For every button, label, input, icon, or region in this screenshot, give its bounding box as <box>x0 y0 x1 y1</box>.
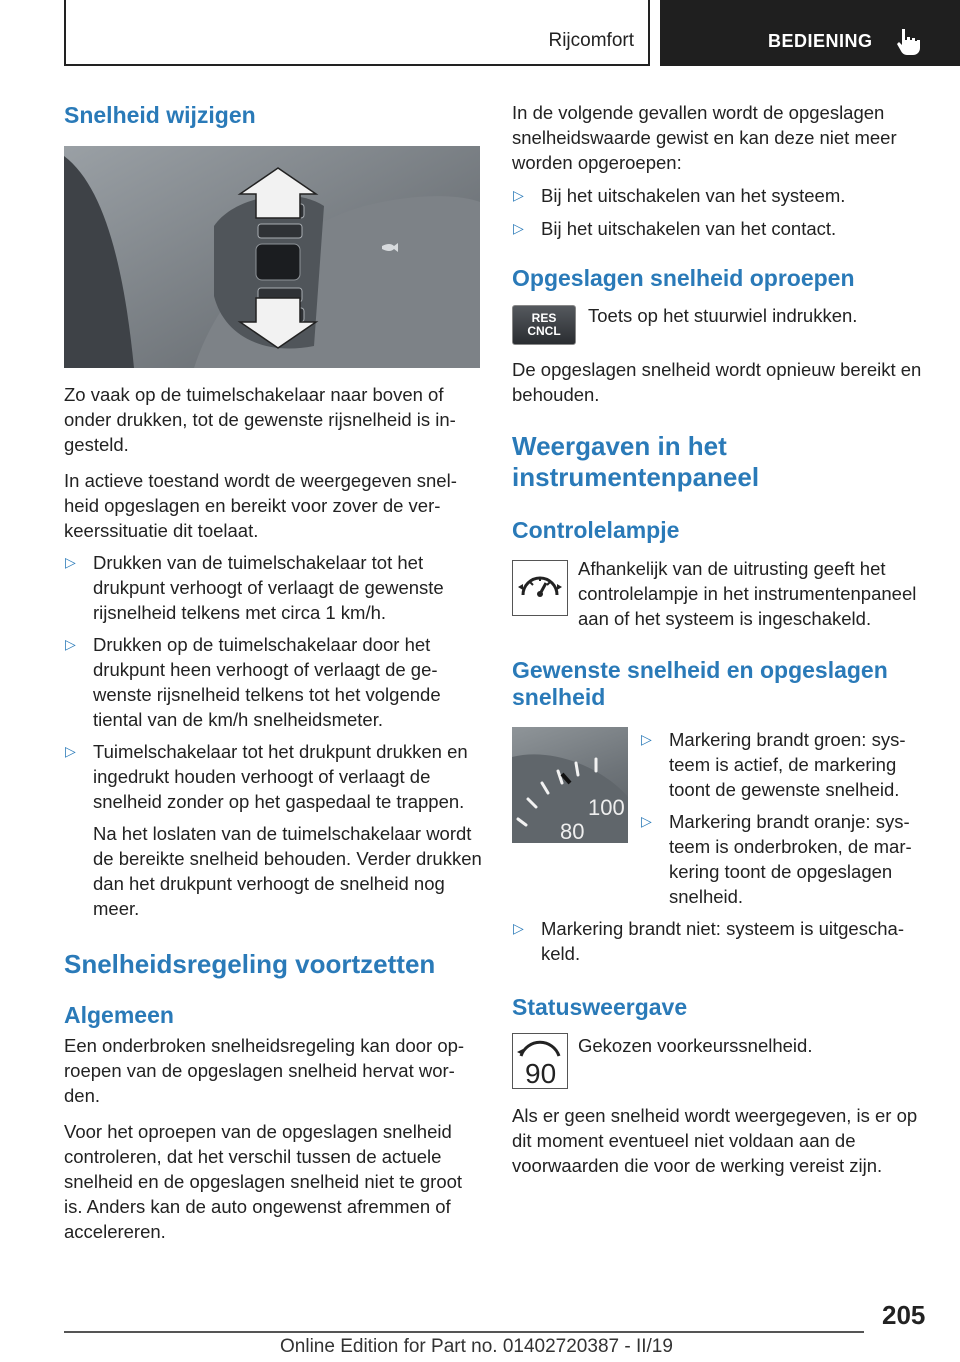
heading-algemeen: Algemeen <box>64 1002 174 1028</box>
steering-wheel-rocker-switch-image <box>64 146 480 368</box>
heading-statusweergave: Statusweergave <box>512 994 688 1020</box>
statusweergave-row <box>512 1033 924 1089</box>
footer-divider <box>64 1331 864 1333</box>
header-section-box <box>64 0 650 66</box>
gauge-100-label: 100 <box>588 795 625 820</box>
heading-controlelampje: Controlelampje <box>512 517 680 543</box>
gauge-80-label: 80 <box>560 819 585 843</box>
res-cncl-row <box>512 303 924 345</box>
bullet-list-drukpunt <box>64 550 482 814</box>
bullet-list-uitschakelen <box>512 183 924 241</box>
res-label: RES <box>531 311 557 325</box>
paragraph-oproepen-controleren: Voor het oproepen van de opgeslagen snelheid controleren, dat het verschil tussen de actuele snelheid en de opgeslagen snelheid niet te groot is. Anders kan de auto ongewenst afremmen of accelereren. <box>64 1121 463 1242</box>
list-item: ▷ Markering brandt oranje: systeem is onderbroken, de markering toont de opgeslagen snelheid. <box>640 809 924 909</box>
list-item: ▷ Drukken op de tuimelschakelaar door het drukpunt heen verhoogt of verlaagt de gewenste rijsnelheid telkens tot het volgende tiental van de km/h snelheidsmeter. <box>64 632 482 732</box>
header-section-title: Rijcomfort <box>548 30 634 51</box>
heading-opgeslagen-snelheid-oproepen: Opgeslagen snelheid oproepen <box>512 265 855 291</box>
right-column <box>512 100 924 1178</box>
speed-gauge-image <box>512 727 628 843</box>
res-cncl-button-icon <box>512 305 576 345</box>
paragraph-onderbroken: Een onderbroken snelheidsregeling kan door oproepen van de opgeslagen snelheid hervat worden. <box>64 1035 465 1106</box>
bullet-list-niet <box>512 916 924 966</box>
footer-edition-text: Online Edition for Part no. 01402720387 - II/19 <box>280 1336 673 1357</box>
paragraph-opnieuw-bereikt: De opgeslagen snelheid wordt opnieuw bereikt en behouden. <box>512 359 922 405</box>
heading-snelheid-wijzigen: Snelheid wijzigen <box>64 102 256 128</box>
status-text: Gekozen voorkeurssnelheid. <box>578 1035 813 1056</box>
heading-gewenste-2: snelheid <box>512 684 606 710</box>
page-number: 205 <box>882 1300 926 1330</box>
res-cncl-text: Toets op het stuurwiel indrukken. <box>588 305 858 326</box>
list-item: ▷ Drukken van de tuimelschakelaar tot het drukpunt verhoogt of verlaagt de gewenste rijsnelheid telkens met circa 1 km/h. <box>64 550 482 625</box>
steering-wheel-illustration <box>64 146 480 368</box>
hand-pointer-icon <box>893 26 923 56</box>
paragraph-geen-snelheid: Als er geen snelheid wordt weergegeven, is er op dit moment eventueel niet voldaan aan de voorwaarden die voor de werking vereist zijn. <box>512 1105 918 1176</box>
heading-gewenste-1: Gewenste snelheid en opgeslagen <box>512 657 888 683</box>
heading-snelheidsregeling-voortzetten: Snelheidsregeling voortzetten <box>64 949 436 979</box>
heading-weergaven-1: Weergaven in het <box>512 431 727 461</box>
speedometer-cruise-icon <box>512 560 568 616</box>
paragraph-tuimelschakelaar: Zo vaak op de tuimelschakelaar naar boven of onder drukken, tot de gewenste rijsnelheid is ingesteld. <box>64 384 456 455</box>
list-item: ▷ Bij het uitschakelen van het contact. <box>512 216 924 241</box>
list-item: ▷ Tuimelschakelaar tot het drukpunt drukken en ingedrukt houden verhoogt of verlaagt de snelheid zonder op het gaspedaal te trappen. <box>64 739 482 814</box>
list-item: ▷ Markering brandt niet: systeem is uitgeschakeld. <box>512 916 924 966</box>
bullet-list-markering <box>640 727 924 909</box>
cncl-label: CNCL <box>527 324 561 338</box>
controlelampje-row <box>512 556 924 631</box>
gauge-marking-row <box>512 727 924 909</box>
left-column <box>64 100 482 1244</box>
status-speed-value: 90 <box>525 1058 557 1089</box>
paragraph-gewist: In de volgende gevallen wordt de opgeslagen snelheidswaarde gewist en kan deze niet meer worden opgeroepen: <box>512 102 897 173</box>
paragraph-actieve-toestand: In actieve toestand wordt de weergegeven snelheid opgeslagen en bereikt voor zover de verkeerssituatie dit toelaat. <box>64 470 457 541</box>
paragraph-loslaten: Na het loslaten van de tuimelschakelaar wordt de bereikte snelheid behouden. Verder drukken dan het drukpunt verhoogt de snelheid nog meer. <box>93 823 482 919</box>
header-chapter-title: BEDIENING <box>768 31 873 51</box>
controlelampje-text: Afhankelijk van de uitrusting geeft het controlelampje in het instrumentenpaneel aan of het systeem is ingeschakeld. <box>578 558 917 629</box>
list-item: ▷ Bij het uitschakelen van het systeem. <box>512 183 924 208</box>
list-item: ▷ Markering brandt groen: systeem is actief, de markering toont de gewenste snelheid. <box>640 727 924 802</box>
heading-weergaven-2: instrumentenpaneel <box>512 462 760 492</box>
speed-limit-display-icon <box>512 1033 568 1089</box>
